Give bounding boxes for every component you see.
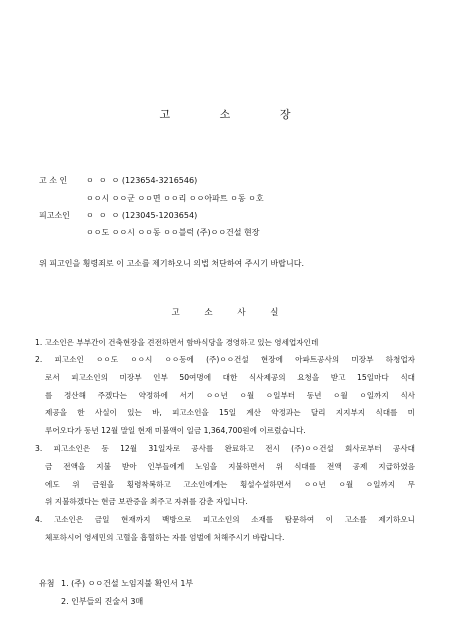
fact-item-1 [35,334,407,352]
fact-row: 를 정산해 주겠다는 약정하에 서기 ㅇㅇ년 ㅇ월 ㅇ일부터 동년 ㅇ월 ㅇ일까지 식사 [45,390,415,400]
accused-name: ㅇ ㅇ ㅇ (123045-1203654) [86,211,198,220]
title-char: 고 [159,108,171,121]
document-title [0,106,450,122]
fact-row: 2. 피고소인 ㅇㅇ도 ㅇㅇ시 ㅇㅇ동에 (주)ㅇㅇ건설 현장에 아파트공사의 미장부 하청업자 [35,355,415,364]
fact-row: 루어오다가 동년 12월 말일 현재 미불액이 일금 1,364,700원에 이르렀습니다. [45,426,306,436]
fact-row: 1. 고소인은 부부간이 건축현장을 견전하면서 함바식당을 경영하고 있는 영세업자인데 [35,338,319,347]
fact-item-4 [35,511,415,547]
fact-row: 체포하시어 영세민의 고혈을 흡혈하는 자를 엄벌에 처해주시기 바랍니다. [45,532,285,542]
section-title-char: 실 [270,308,279,318]
section-title-char: 고 [171,308,180,318]
accused-label: 피고소인 [39,211,70,220]
title-char: 장 [279,108,291,121]
complainant-name: ㅇ ㅇ ㅇ (123654-3216546) [86,176,198,185]
fact-row: 3. 피고소인은 동 12월 31일자로 공사를 완료하고 전시 (주)ㅇㅇ건설 회사로부터 공사대 [35,444,415,453]
fact-item-2 [35,351,415,440]
title-char: 소 [219,108,231,121]
complainant-address: ㅇㅇ시 ㅇㅇ군 ㅇㅇ면 ㅇㅇ리 ㅇㅇ아파트 ㅇ동 ㅇ호 [86,194,264,203]
fact-row: 로서 피고소인의 미장부 인부 50여명에 대한 식사제공의 요청을 받고 15일마다 식대 [45,372,415,382]
fact-row: 위 지불하겠다는 현금 보관증을 최주고 자취를 감춘 자입니다. [45,497,248,507]
complainant-label: 고 소 인 [39,176,68,185]
attachment-item: 1. (주) ㅇㅇ건설 노임지불 확인서 1부 [61,579,194,588]
fact-row: 금 전액을 지불 받아 인부들에게 노임을 지불하면서 위 식대를 전액 공제 지급하였음 [45,461,415,471]
section-title-char: 소 [204,308,213,318]
section-title-char: 사 [237,308,246,318]
fact-row: 4. 고소인은 금일 현재까지 백방으로 피고소인의 소재를 탐문하여 이 고소를 제기하오니 [35,515,415,524]
accused-address: ㅇㅇ도 ㅇㅇ시 ㅇㅇ동 ㅇㅇ블럭 (주)ㅇㅇ건설 현장 [86,228,260,237]
fact-item-3 [35,440,415,511]
fact-row: 에도 위 금원을 횡령착복하고 고소인에게는 횡설수설하면서 ㅇㅇ년 ㅇ월 ㅇ일까지 무 [45,479,415,489]
section-title [0,306,450,318]
complaint-statement: 위 피고인을 횡령죄로 이 고소를 제기하오니 의법 처단하여 주시기 바랍니다. [39,259,304,268]
attachment-item: 2. 인부들의 진술서 3매 [61,597,144,606]
attachments-label: 유첨 [39,579,55,588]
fact-row: 제공을 한 사실이 있는 바, 피고소인을 15일 계산 약정과는 달리 지지부지 식대를 미 [45,408,415,418]
